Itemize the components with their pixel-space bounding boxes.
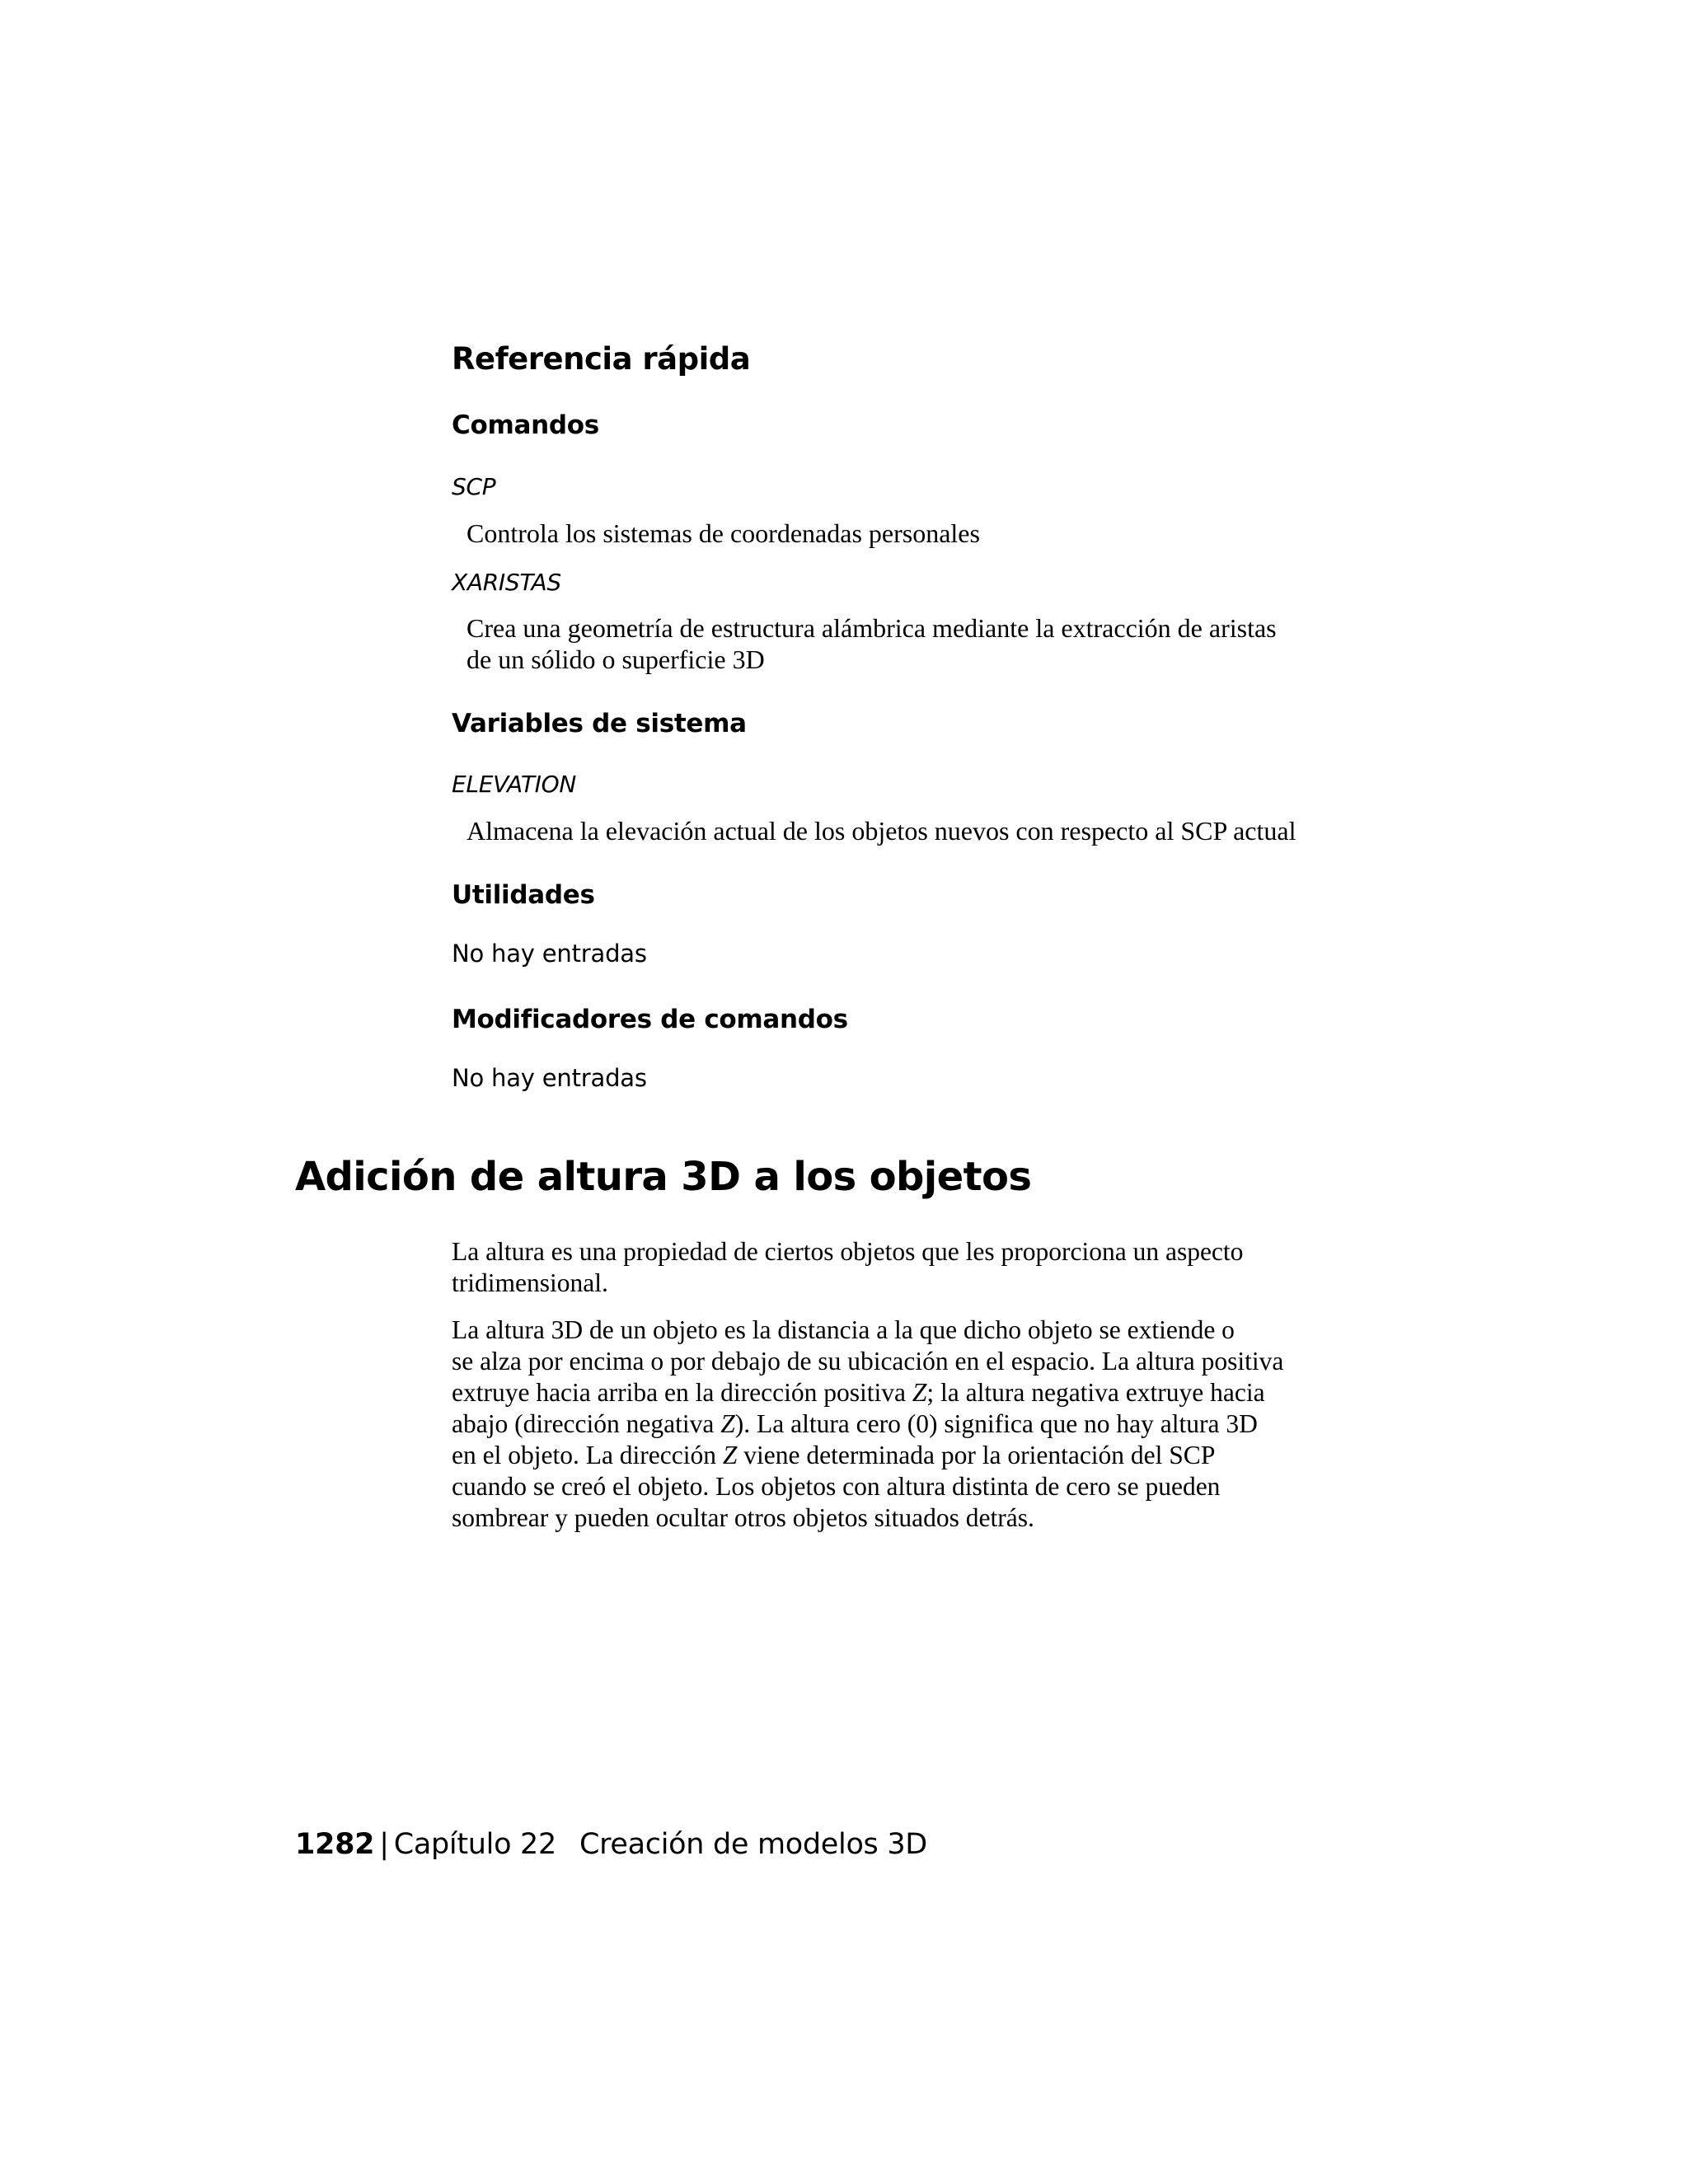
paragraph-line: en el objeto. La dirección Z viene determinada por la orientación del SCP: [452, 1441, 1216, 1469]
section-title: Adición de altura 3D a los objetos: [295, 1154, 1032, 1200]
paragraph-line: abajo (dirección negativa Z). La altura cero (0) significa que no hay altura 3D: [452, 1409, 1258, 1438]
paragraph-line: La altura 3D de un objeto es la distancia a la que dicho objeto se extiende o: [452, 1315, 1235, 1344]
utilities-heading: Utilidades: [452, 880, 595, 910]
section-paragraph-1: [452, 1236, 1243, 1299]
command-description-scp: [467, 518, 980, 549]
system-variables-heading: Variables de sistema: [452, 709, 747, 738]
paragraph-line: cuando se creó el objeto. Los objetos con altura distinta de cero se pueden: [452, 1472, 1221, 1501]
paragraph-line: tridimensional.: [452, 1268, 608, 1297]
page-number: 1282: [295, 1828, 375, 1861]
description-line: Almacena la elevación actual de los objetos nuevos con respecto al SCP actual: [467, 816, 1296, 846]
command-modifiers-heading: Modificadores de comandos: [452, 1005, 848, 1034]
command-name-scp: SCP: [452, 473, 496, 500]
footer-chapter-title: Creación de modelos 3D: [579, 1828, 927, 1861]
command-description-xaristas: [467, 612, 1277, 675]
paragraph-line: se alza por encima o por debajo de su ubicación en el espacio. La altura positiva: [452, 1347, 1284, 1376]
command-name-xaristas: XARISTAS: [452, 569, 561, 596]
page-footer: [295, 1828, 927, 1861]
description-line: Crea una geometría de estructura alámbrica mediante la extracción de aristas: [467, 613, 1277, 643]
paragraph-line: sombrear y pueden ocultar otros objetos situados detrás.: [452, 1503, 1034, 1532]
variable-description-elevation: [467, 815, 1296, 846]
paragraph-line: La altura es una propiedad de ciertos objetos que les proporciona un aspecto: [452, 1237, 1244, 1266]
description-line: Controla los sistemas de coordenadas personales: [467, 518, 980, 548]
commands-heading: Comandos: [452, 410, 599, 440]
description-line: de un sólido o superficie 3D: [467, 644, 765, 674]
utilities-text: No hay entradas: [452, 940, 647, 968]
section-paragraph-2: [452, 1315, 1283, 1534]
quick-reference-heading: Referencia rápida: [452, 341, 751, 377]
footer-chapter: Capítulo 22: [393, 1828, 556, 1861]
command-modifiers-text: No hay entradas: [452, 1064, 647, 1092]
variable-name-elevation: ELEVATION: [452, 771, 576, 798]
paragraph-line: extruye hacia arriba en la dirección positiva Z; la altura negativa extruye hacia: [452, 1378, 1265, 1407]
footer-separator: |: [379, 1828, 389, 1861]
